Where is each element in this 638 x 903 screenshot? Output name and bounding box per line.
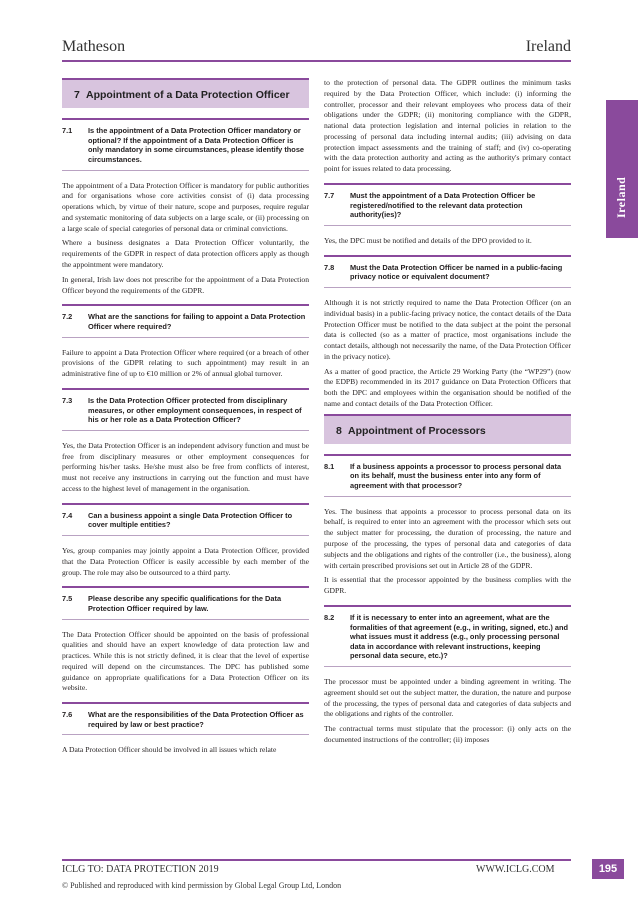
page-number: 195 bbox=[592, 859, 624, 879]
question-number: 8.2 bbox=[324, 612, 335, 622]
body-paragraph: The appointment of a Data Protection Officer is mandatory for public authorities and for organisations whose core activities consist of (i) data processing operations which, by virtue of their nature, scope and purposes, require regular and systematic monitoring of data subjects on a large scale, or (ii) processing on a large scale of special categories of personal data or criminal convictions. bbox=[62, 180, 309, 233]
question-heading bbox=[324, 605, 571, 667]
question-text: If a business appoints a processor to process personal data on its behalf, must the business enter into any form of agreement with that processor? bbox=[350, 461, 562, 490]
question-number: 7.8 bbox=[324, 262, 335, 272]
body-paragraph: It is essential that the processor appointed by the business complies with the GDPR. bbox=[324, 575, 571, 596]
question-number: 7.1 bbox=[62, 126, 73, 135]
question-number: 7.5 bbox=[62, 594, 73, 604]
question-text: What are the responsibilities of the Data Protection Officer as required by law or best practice? bbox=[88, 710, 304, 729]
question-text: Is the appointment of a Data Protection Officer mandatory or optional? If the appointment of a Data Protection Officer is only mandatory in some circumstances, please identify those circumstances. bbox=[88, 126, 305, 164]
question-heading bbox=[324, 255, 571, 288]
body-paragraph: Where a business designates a Data Protection Officer voluntarily, the requirements of the GDPR in respect of data protection officers apply as though the appointment were mandatory. bbox=[62, 238, 309, 269]
page-header bbox=[62, 38, 571, 62]
question-text: Please describe any specific qualifications for the Data Protection Officer required by law. bbox=[88, 594, 282, 613]
question-text: If it is necessary to enter into an agreement, what are the formalities of that agreement (e.g., in writing, signed, etc.) and what issues must it address (e.g., only processing personal data in accordance with relevant instructions, keeping personal data secure, etc.)? bbox=[350, 612, 569, 661]
body-paragraph: Yes, the DPC must be notified and details of the DPO provided to it. bbox=[324, 235, 532, 245]
question-heading bbox=[62, 586, 309, 619]
question-text: Must the appointment of a Data Protection Officer be registered/notified to the relevant data protection authority(ies)? bbox=[350, 191, 536, 220]
question-number: 7.3 bbox=[62, 395, 73, 405]
body-paragraph: Failure to appoint a Data Protection Officer where required (or a breach of other provisions of the GDPR relating to such appointment) may result in an administrative fine of up to €10 million or 2% of annual global turnover. bbox=[62, 347, 309, 379]
jurisdiction-name: Ireland bbox=[525, 38, 571, 55]
question-heading bbox=[324, 454, 571, 497]
section-title: Appointment of Processors bbox=[348, 424, 486, 437]
section-heading bbox=[324, 414, 571, 444]
question-heading bbox=[62, 702, 309, 735]
body-paragraph: The Data Protection Officer should be appointed on the basis of professional qualities and should have an expert knowledge of data protection law and practices. While this is not strictly defined, it is clear that the level of expertise required will depend on the circumstances. The DPC has published some guidance on appropriate qualifications for a Data Protection Officer on its website. bbox=[62, 629, 309, 693]
firm-name: Matheson bbox=[62, 38, 126, 55]
body-paragraph: The processor must be appointed under a binding agreement in writing. The agreement should set out the subject matter, the duration, the nature and purpose of the processing, the types of personal data and categories of data subjects and the obligations and rights of the controller. bbox=[324, 677, 571, 719]
body-paragraph: In general, Irish law does not prescribe for the appointment of a Data Protection Officer beyond the requirements of the GDPR. bbox=[62, 274, 309, 295]
left-column bbox=[62, 78, 309, 760]
body-paragraph: Yes. The business that appoints a processor to process personal data on its behalf, is required to enter into an agreement with the processor which sets out the subject matter for processing, the duration of processing, the nature and purpose of the processing, the types of personal data and categories of data subjects and the obligations and rights of the controller (i.e., the business), along with certain prescribed provisions set out in Article 28 of the GDPR. bbox=[324, 506, 571, 570]
copyright-notice: © Published and reproduced with kind permission by Global Legal Group Ltd, London bbox=[62, 881, 342, 890]
question-heading bbox=[324, 183, 571, 226]
footer-rule bbox=[62, 859, 571, 861]
question-heading bbox=[62, 388, 309, 431]
question-number: 7.6 bbox=[62, 710, 73, 720]
question-text: Must the Data Protection Officer be named in a public-facing privacy notice or equivalent document? bbox=[350, 262, 563, 282]
section-number: 8 bbox=[336, 424, 342, 437]
body-paragraph: Although it is not strictly required to name the Data Protection Officer (on an individual basis) in a public-facing privacy notice, the contact details of the Data Protection Officer must be notified to the data subject at the point the personal data is collected (so as a matter of practice, most organisations include the contact details, although not necessarily the name, of the Data Protection Officer in the privacy notice). bbox=[324, 297, 571, 361]
body-paragraph: A Data Protection Officer should be involved in all issues which relate bbox=[62, 745, 277, 755]
question-heading bbox=[62, 118, 309, 171]
section-number: 7 bbox=[74, 89, 80, 101]
question-text: Can a business appoint a single Data Protection Officer to cover multiple entities? bbox=[88, 510, 293, 530]
side-tab-label: Ireland bbox=[614, 176, 628, 218]
question-heading bbox=[62, 503, 309, 536]
question-text: What are the sanctions for failing to appoint a Data Protection Officer where required? bbox=[88, 312, 306, 331]
body-paragraph: to the protection of personal data. The GDPR outlines the minimum tasks required by the Data Protection Officer, which include: (i) informing the controller, processor and their relevant employees who process data of their obligations under the GDPR; (ii) monitoring compliance with the GDPR, national data protection legislation and internal policies in relation to the processing of personal data including internal audits; (iii) advising on data protection impact assessments and the training of staff; and (iv) co-operating with the data protection authority and acting as the authority's primary contact point for issues related to data processing. bbox=[324, 78, 571, 174]
question-number: 7.2 bbox=[62, 312, 73, 322]
question-number: 7.4 bbox=[62, 510, 73, 520]
body-paragraph: The contractual terms must stipulate that the processor: (i) only acts on the documented instructions of the controller; (ii) imposes bbox=[324, 724, 571, 744]
body-paragraph: Yes, group companies may jointly appoint a Data Protection Officer, provided that the Data Protection Officer is easily accessible by each member of the group. The role may also be outsourced to a third party. bbox=[62, 545, 309, 577]
publication-title: ICLG TO: DATA PROTECTION 2019 bbox=[62, 864, 219, 875]
body-paragraph: As a matter of good practice, the Article 29 Working Party (the “WP29”) (now the EDPB) recommended in its 2017 guidance on Data Protection Officers that both the DPC and employees within the organisation should be notified of the name and contact details of the Data Protection Officer. bbox=[324, 366, 571, 408]
section-heading bbox=[62, 78, 309, 108]
question-number: 8.1 bbox=[324, 461, 335, 471]
question-number: 7.7 bbox=[324, 191, 335, 201]
body-paragraph: Yes, the Data Protection Officer is an independent advisory function and must be free from disciplinary measures or other employment consequences for performing his/her tasks. He/she must also be free from conflicts of interest, must not receive any instructions in carrying out the function and must have access to the highest level of management in the organisation. bbox=[62, 440, 309, 493]
publisher-url[interactable]: WWW.ICLG.COM bbox=[476, 864, 555, 875]
section-title: Appointment of a Data Protection Officer bbox=[86, 89, 290, 101]
question-heading bbox=[62, 304, 309, 337]
question-text: Is the Data Protection Officer protected from disciplinary measures, or other employment consequences, in respect of his or her role as a Data Protection Officer? bbox=[88, 395, 302, 425]
right-column bbox=[324, 78, 571, 750]
jurisdiction-side-tab bbox=[606, 100, 638, 238]
